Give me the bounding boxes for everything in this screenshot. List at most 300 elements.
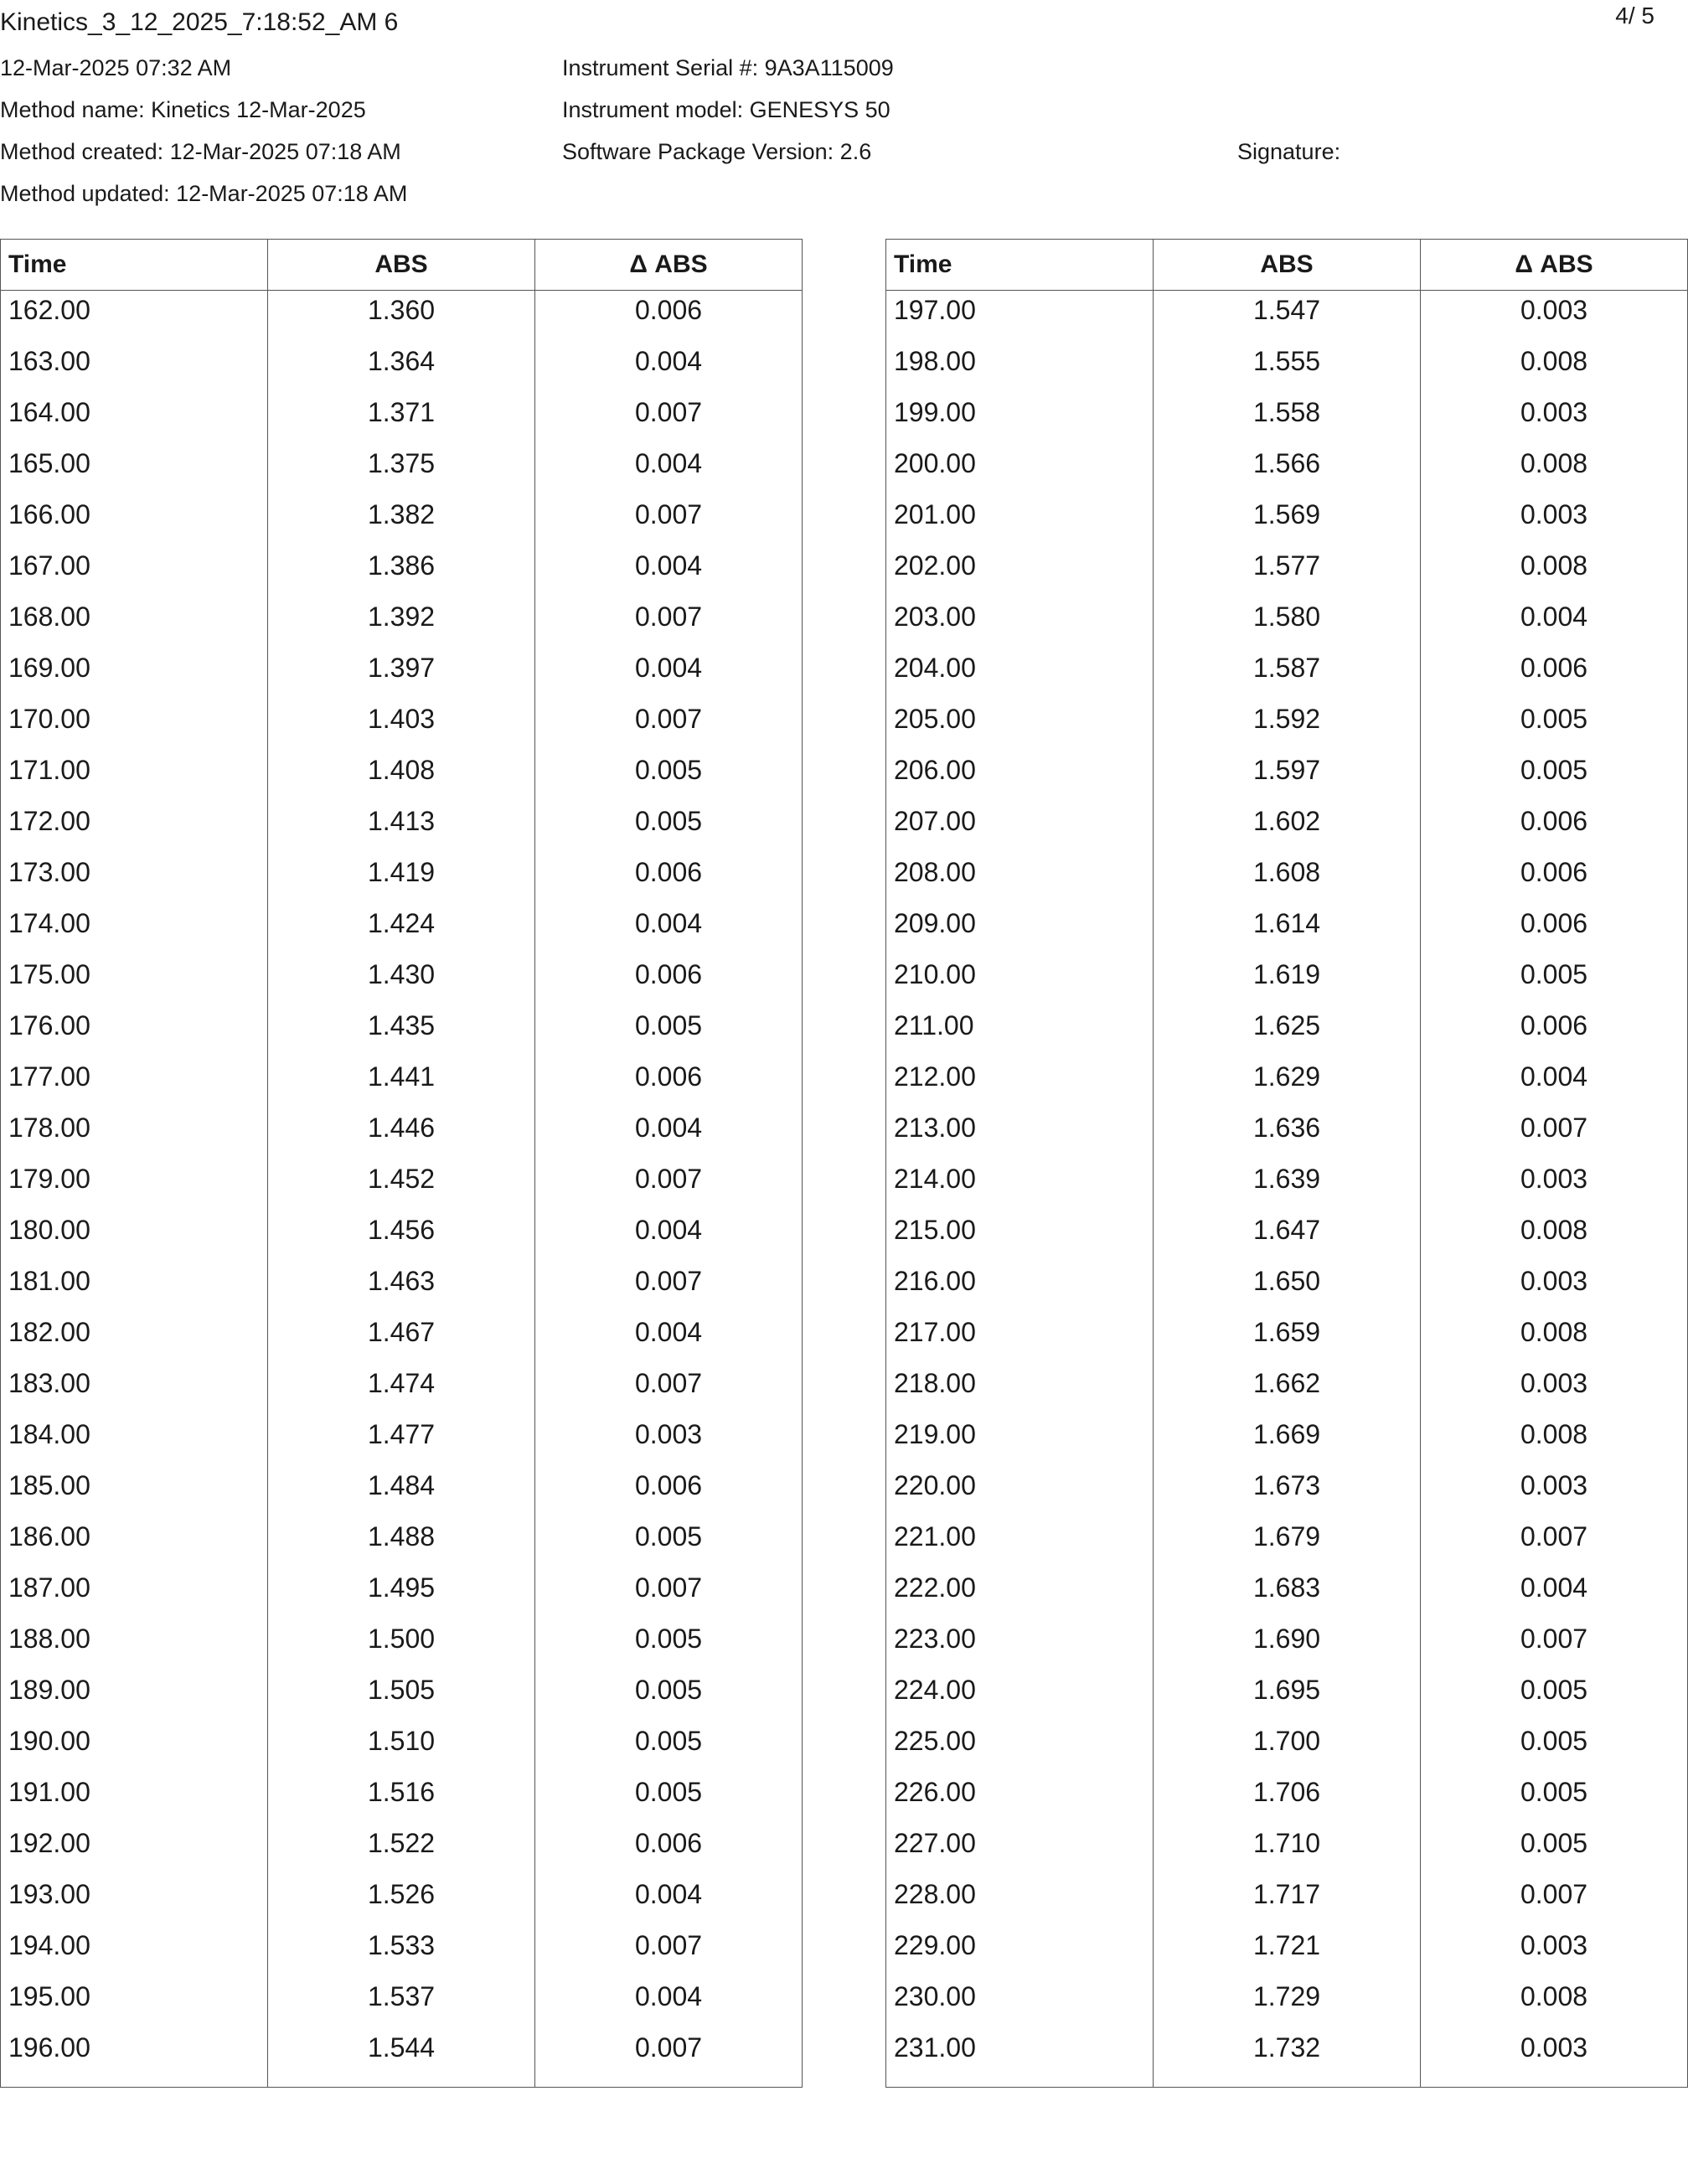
delta-abs-cell: 0.008 — [1421, 1977, 1688, 2028]
delta-abs-cell: 0.007 — [1421, 1875, 1688, 1926]
table-row — [886, 1466, 1688, 1517]
time-cell: 227.00 — [886, 1824, 1154, 1875]
abs-cell: 1.625 — [1154, 1006, 1421, 1057]
delta-abs-cell: 0.006 — [535, 291, 803, 343]
abs-cell: 1.592 — [1154, 700, 1421, 751]
time-cell: 203.00 — [886, 597, 1154, 648]
time-cell: 200.00 — [886, 444, 1154, 495]
delta-abs-cell: 0.006 — [535, 1466, 803, 1517]
table-row — [1, 1568, 803, 1619]
time-cell: 168.00 — [1, 597, 268, 648]
table-row — [1, 1977, 803, 2028]
table-row — [1, 1875, 803, 1926]
abs-cell: 1.386 — [268, 546, 535, 597]
abs-cell: 1.558 — [1154, 393, 1421, 444]
delta-abs-cell: 0.007 — [535, 1364, 803, 1415]
time-cell: 196.00 — [1, 2028, 268, 2088]
delta-abs-cell: 0.004 — [535, 904, 803, 955]
delta-abs-cell: 0.003 — [1421, 495, 1688, 546]
abs-cell: 1.566 — [1154, 444, 1421, 495]
abs-cell: 1.602 — [1154, 802, 1421, 853]
time-cell: 205.00 — [886, 700, 1154, 751]
abs-cell: 1.477 — [268, 1415, 535, 1466]
table-row — [886, 597, 1688, 648]
time-cell: 209.00 — [886, 904, 1154, 955]
abs-cell: 1.474 — [268, 1364, 535, 1415]
delta-abs-cell: 0.006 — [1421, 648, 1688, 700]
table-row — [1, 1773, 803, 1824]
table-row — [886, 1211, 1688, 1262]
column-header-abs: ABS — [1154, 240, 1421, 291]
time-cell: 215.00 — [886, 1211, 1154, 1262]
abs-cell: 1.710 — [1154, 1824, 1421, 1875]
abs-cell: 1.608 — [1154, 853, 1421, 904]
delta-abs-cell: 0.007 — [1421, 1517, 1688, 1568]
delta-abs-cell: 0.006 — [535, 1057, 803, 1108]
abs-cell: 1.424 — [268, 904, 535, 955]
abs-cell: 1.441 — [268, 1057, 535, 1108]
time-cell: 222.00 — [886, 1568, 1154, 1619]
time-cell: 211.00 — [886, 1006, 1154, 1057]
delta-abs-cell: 0.006 — [1421, 904, 1688, 955]
delta-abs-cell: 0.006 — [535, 1824, 803, 1875]
abs-cell: 1.614 — [1154, 904, 1421, 955]
delta-abs-cell: 0.006 — [1421, 1006, 1688, 1057]
delta-abs-cell: 0.004 — [535, 342, 803, 393]
delta-abs-cell: 0.003 — [1421, 1262, 1688, 1313]
column-header-delta-abs: Δ ABS — [1421, 240, 1688, 291]
abs-cell: 1.463 — [268, 1262, 535, 1313]
delta-abs-cell: 0.007 — [535, 495, 803, 546]
delta-abs-cell: 0.004 — [535, 444, 803, 495]
table-header-row — [1, 240, 803, 291]
time-cell: 183.00 — [1, 1364, 268, 1415]
time-cell: 175.00 — [1, 955, 268, 1006]
abs-cell: 1.547 — [1154, 291, 1421, 343]
abs-cell: 1.430 — [268, 955, 535, 1006]
time-cell: 187.00 — [1, 1568, 268, 1619]
abs-cell: 1.659 — [1154, 1313, 1421, 1364]
delta-abs-cell: 0.007 — [1421, 1619, 1688, 1670]
page-number: 4/ 5 — [1615, 3, 1654, 28]
delta-abs-cell: 0.005 — [535, 1006, 803, 1057]
abs-cell: 1.371 — [268, 393, 535, 444]
delta-abs-cell: 0.008 — [1421, 1211, 1688, 1262]
table-row — [1, 597, 803, 648]
delta-abs-cell: 0.003 — [535, 1415, 803, 1466]
delta-abs-cell: 0.008 — [1421, 342, 1688, 393]
time-cell: 180.00 — [1, 1211, 268, 1262]
table-row — [886, 1313, 1688, 1364]
column-header-delta-abs: Δ ABS — [535, 240, 803, 291]
delta-abs-cell: 0.003 — [1421, 1159, 1688, 1211]
abs-cell: 1.500 — [268, 1619, 535, 1670]
abs-cell: 1.419 — [268, 853, 535, 904]
abs-cell: 1.706 — [1154, 1773, 1421, 1824]
delta-abs-cell: 0.005 — [535, 1722, 803, 1773]
table-row — [1, 700, 803, 751]
table-row — [886, 1619, 1688, 1670]
table-row — [1, 444, 803, 495]
delta-abs-cell: 0.005 — [1421, 1722, 1688, 1773]
delta-abs-cell: 0.006 — [535, 955, 803, 1006]
time-cell: 174.00 — [1, 904, 268, 955]
time-cell: 185.00 — [1, 1466, 268, 1517]
abs-cell: 1.456 — [268, 1211, 535, 1262]
time-cell: 199.00 — [886, 393, 1154, 444]
delta-abs-cell: 0.008 — [1421, 444, 1688, 495]
abs-cell: 1.537 — [268, 1977, 535, 2028]
delta-abs-cell: 0.004 — [535, 1211, 803, 1262]
instrument-serial: Instrument Serial #: 9A3A115009 — [562, 55, 894, 80]
table-row — [886, 2028, 1688, 2088]
abs-cell: 1.505 — [268, 1670, 535, 1722]
time-cell: 217.00 — [886, 1313, 1154, 1364]
table-row — [886, 342, 1688, 393]
abs-cell: 1.484 — [268, 1466, 535, 1517]
table-row — [1, 1057, 803, 1108]
table-row — [1, 1466, 803, 1517]
table-row — [1, 1108, 803, 1159]
abs-cell: 1.679 — [1154, 1517, 1421, 1568]
table-row — [886, 853, 1688, 904]
software-version: Software Package Version: 2.6 — [562, 139, 872, 164]
abs-cell: 1.364 — [268, 342, 535, 393]
time-cell: 221.00 — [886, 1517, 1154, 1568]
delta-abs-cell: 0.005 — [535, 1773, 803, 1824]
time-cell: 220.00 — [886, 1466, 1154, 1517]
time-cell: 229.00 — [886, 1926, 1154, 1977]
delta-abs-cell: 0.008 — [1421, 546, 1688, 597]
delta-abs-cell: 0.007 — [535, 2028, 803, 2088]
time-cell: 208.00 — [886, 853, 1154, 904]
time-cell: 231.00 — [886, 2028, 1154, 2088]
table-row — [1, 393, 803, 444]
delta-abs-cell: 0.005 — [535, 1517, 803, 1568]
time-cell: 165.00 — [1, 444, 268, 495]
delta-abs-cell: 0.007 — [535, 1926, 803, 1977]
table-row — [886, 1108, 1688, 1159]
table-row — [1, 291, 803, 343]
delta-abs-cell: 0.006 — [1421, 853, 1688, 904]
time-cell: 163.00 — [1, 342, 268, 393]
time-cell: 188.00 — [1, 1619, 268, 1670]
delta-abs-cell: 0.007 — [535, 393, 803, 444]
abs-cell: 1.587 — [1154, 648, 1421, 700]
abs-cell: 1.555 — [1154, 342, 1421, 393]
table-row — [1, 853, 803, 904]
table-row — [886, 1517, 1688, 1568]
abs-cell: 1.495 — [268, 1568, 535, 1619]
time-cell: 193.00 — [1, 1875, 268, 1926]
table-row — [1, 904, 803, 955]
abs-cell: 1.636 — [1154, 1108, 1421, 1159]
abs-cell: 1.690 — [1154, 1619, 1421, 1670]
delta-abs-cell: 0.005 — [1421, 751, 1688, 802]
table-row — [886, 1415, 1688, 1466]
abs-cell: 1.375 — [268, 444, 535, 495]
time-cell: 181.00 — [1, 1262, 268, 1313]
delta-abs-cell: 0.005 — [1421, 700, 1688, 751]
abs-cell: 1.452 — [268, 1159, 535, 1211]
table-header-row — [886, 240, 1688, 291]
abs-cell: 1.446 — [268, 1108, 535, 1159]
time-cell: 176.00 — [1, 1006, 268, 1057]
abs-cell: 1.673 — [1154, 1466, 1421, 1517]
time-cell: 219.00 — [886, 1415, 1154, 1466]
abs-cell: 1.695 — [1154, 1670, 1421, 1722]
table-row — [1, 1926, 803, 1977]
delta-abs-cell: 0.005 — [535, 1619, 803, 1670]
time-cell: 202.00 — [886, 546, 1154, 597]
delta-abs-cell: 0.006 — [535, 853, 803, 904]
abs-cell: 1.522 — [268, 1824, 535, 1875]
abs-cell: 1.408 — [268, 751, 535, 802]
time-cell: 226.00 — [886, 1773, 1154, 1824]
delta-abs-cell: 0.003 — [1421, 1926, 1688, 1977]
method-name: Method name: Kinetics 12-Mar-2025 — [0, 97, 366, 122]
table-row — [1, 2028, 803, 2088]
table-row — [1, 1517, 803, 1568]
abs-cell: 1.732 — [1154, 2028, 1421, 2088]
abs-cell: 1.721 — [1154, 1926, 1421, 1977]
table-row — [886, 1057, 1688, 1108]
time-cell: 216.00 — [886, 1262, 1154, 1313]
table-row — [1, 342, 803, 393]
delta-abs-cell: 0.005 — [1421, 1670, 1688, 1722]
table-row — [886, 1773, 1688, 1824]
time-cell: 184.00 — [1, 1415, 268, 1466]
delta-abs-cell: 0.008 — [1421, 1415, 1688, 1466]
table-row — [1, 495, 803, 546]
abs-cell: 1.569 — [1154, 495, 1421, 546]
time-cell: 177.00 — [1, 1057, 268, 1108]
column-header-time: Time — [1, 240, 268, 291]
abs-cell: 1.717 — [1154, 1875, 1421, 1926]
abs-cell: 1.435 — [268, 1006, 535, 1057]
time-cell: 173.00 — [1, 853, 268, 904]
abs-cell: 1.382 — [268, 495, 535, 546]
delta-abs-cell: 0.005 — [535, 1670, 803, 1722]
time-cell: 197.00 — [886, 291, 1154, 343]
table-row — [1, 1824, 803, 1875]
table-row — [886, 802, 1688, 853]
abs-cell: 1.516 — [268, 1773, 535, 1824]
table-row — [1, 802, 803, 853]
table-row — [886, 1875, 1688, 1926]
delta-abs-cell: 0.005 — [535, 751, 803, 802]
time-cell: 213.00 — [886, 1108, 1154, 1159]
table-row — [886, 904, 1688, 955]
delta-abs-cell: 0.004 — [535, 1108, 803, 1159]
abs-cell: 1.662 — [1154, 1364, 1421, 1415]
time-cell: 204.00 — [886, 648, 1154, 700]
time-cell: 190.00 — [1, 1722, 268, 1773]
column-header-time: Time — [886, 240, 1154, 291]
table-row — [886, 700, 1688, 751]
table-row — [1, 1364, 803, 1415]
time-cell: 186.00 — [1, 1517, 268, 1568]
table-row — [1, 1670, 803, 1722]
abs-cell: 1.669 — [1154, 1415, 1421, 1466]
delta-abs-cell: 0.004 — [1421, 1057, 1688, 1108]
table-row — [886, 546, 1688, 597]
table-row — [886, 955, 1688, 1006]
table-row — [886, 1568, 1688, 1619]
data-table-left — [0, 239, 803, 2088]
time-cell: 164.00 — [1, 393, 268, 444]
time-cell: 170.00 — [1, 700, 268, 751]
time-cell: 218.00 — [886, 1364, 1154, 1415]
time-cell: 195.00 — [1, 1977, 268, 2028]
abs-cell: 1.700 — [1154, 1722, 1421, 1773]
table-row — [1, 1006, 803, 1057]
time-cell: 191.00 — [1, 1773, 268, 1824]
column-header-abs: ABS — [268, 240, 535, 291]
time-cell: 230.00 — [886, 1977, 1154, 2028]
table-row — [886, 1006, 1688, 1057]
delta-abs-cell: 0.007 — [535, 597, 803, 648]
table-row — [886, 1159, 1688, 1211]
delta-abs-cell: 0.003 — [1421, 1466, 1688, 1517]
table-row — [1, 1415, 803, 1466]
delta-abs-cell: 0.004 — [1421, 597, 1688, 648]
method-created: Method created: 12-Mar-2025 07:18 AM — [0, 139, 401, 164]
delta-abs-cell: 0.003 — [1421, 2028, 1688, 2088]
abs-cell: 1.467 — [268, 1313, 535, 1364]
table-row — [886, 495, 1688, 546]
delta-abs-cell: 0.004 — [1421, 1568, 1688, 1619]
abs-cell: 1.683 — [1154, 1568, 1421, 1619]
abs-cell: 1.533 — [268, 1926, 535, 1977]
table-row — [886, 1977, 1688, 2028]
time-cell: 207.00 — [886, 802, 1154, 853]
time-cell: 179.00 — [1, 1159, 268, 1211]
delta-abs-cell: 0.005 — [1421, 1824, 1688, 1875]
table-row — [1, 546, 803, 597]
abs-cell: 1.619 — [1154, 955, 1421, 1006]
data-table-right — [885, 239, 1688, 2088]
abs-cell: 1.403 — [268, 700, 535, 751]
abs-cell: 1.544 — [268, 2028, 535, 2088]
time-cell: 210.00 — [886, 955, 1154, 1006]
time-cell: 198.00 — [886, 342, 1154, 393]
table-row — [1, 1313, 803, 1364]
abs-cell: 1.647 — [1154, 1211, 1421, 1262]
signature-label: Signature: — [1237, 139, 1341, 164]
time-cell: 182.00 — [1, 1313, 268, 1364]
delta-abs-cell: 0.007 — [535, 1159, 803, 1211]
table-row — [886, 1670, 1688, 1722]
abs-cell: 1.488 — [268, 1517, 535, 1568]
delta-abs-cell: 0.004 — [535, 1977, 803, 2028]
delta-abs-cell: 0.008 — [1421, 1313, 1688, 1364]
time-cell: 228.00 — [886, 1875, 1154, 1926]
method-info — [0, 47, 407, 214]
document-title: Kinetics_3_12_2025_7:18:52_AM 6 — [0, 8, 399, 36]
table-row — [886, 1824, 1688, 1875]
abs-cell: 1.729 — [1154, 1977, 1421, 2028]
table-row — [886, 751, 1688, 802]
delta-abs-cell: 0.005 — [535, 802, 803, 853]
abs-cell: 1.510 — [268, 1722, 535, 1773]
abs-cell: 1.397 — [268, 648, 535, 700]
table-row — [1, 1159, 803, 1211]
time-cell: 189.00 — [1, 1670, 268, 1722]
time-cell: 223.00 — [886, 1619, 1154, 1670]
time-cell: 171.00 — [1, 751, 268, 802]
delta-abs-cell: 0.003 — [1421, 393, 1688, 444]
table-row — [886, 1262, 1688, 1313]
time-cell: 224.00 — [886, 1670, 1154, 1722]
report-date: 12-Mar-2025 07:32 AM — [0, 55, 232, 80]
time-cell: 169.00 — [1, 648, 268, 700]
time-cell: 172.00 — [1, 802, 268, 853]
instrument-model: Instrument model: GENESYS 50 — [562, 97, 890, 122]
delta-abs-cell: 0.004 — [535, 648, 803, 700]
abs-cell: 1.413 — [268, 802, 535, 853]
table-row — [1, 1211, 803, 1262]
time-cell: 225.00 — [886, 1722, 1154, 1773]
delta-abs-cell: 0.007 — [535, 1262, 803, 1313]
abs-cell: 1.392 — [268, 597, 535, 648]
table-row — [886, 393, 1688, 444]
abs-cell: 1.577 — [1154, 546, 1421, 597]
delta-abs-cell: 0.003 — [1421, 291, 1688, 343]
abs-cell: 1.360 — [268, 291, 535, 343]
abs-cell: 1.526 — [268, 1875, 535, 1926]
abs-cell: 1.639 — [1154, 1159, 1421, 1211]
delta-abs-cell: 0.006 — [1421, 802, 1688, 853]
time-cell: 201.00 — [886, 495, 1154, 546]
table-row — [886, 1926, 1688, 1977]
delta-abs-cell: 0.004 — [535, 1875, 803, 1926]
delta-abs-cell: 0.007 — [1421, 1108, 1688, 1159]
table-row — [886, 444, 1688, 495]
table-row — [886, 1364, 1688, 1415]
time-cell: 194.00 — [1, 1926, 268, 1977]
time-cell: 212.00 — [886, 1057, 1154, 1108]
table-row — [1, 1722, 803, 1773]
table-row — [1, 648, 803, 700]
delta-abs-cell: 0.007 — [535, 1568, 803, 1619]
abs-cell: 1.580 — [1154, 597, 1421, 648]
delta-abs-cell: 0.004 — [535, 1313, 803, 1364]
time-cell: 206.00 — [886, 751, 1154, 802]
method-updated: Method updated: 12-Mar-2025 07:18 AM — [0, 181, 408, 206]
abs-cell: 1.597 — [1154, 751, 1421, 802]
instrument-info — [562, 47, 894, 173]
time-cell: 167.00 — [1, 546, 268, 597]
table-row — [886, 648, 1688, 700]
time-cell: 214.00 — [886, 1159, 1154, 1211]
delta-abs-cell: 0.005 — [1421, 1773, 1688, 1824]
table-row — [1, 955, 803, 1006]
table-row — [886, 291, 1688, 343]
abs-cell: 1.629 — [1154, 1057, 1421, 1108]
table-row — [886, 1722, 1688, 1773]
time-cell: 162.00 — [1, 291, 268, 343]
delta-abs-cell: 0.007 — [535, 700, 803, 751]
delta-abs-cell: 0.005 — [1421, 955, 1688, 1006]
table-row — [1, 1262, 803, 1313]
time-cell: 192.00 — [1, 1824, 268, 1875]
delta-abs-cell: 0.003 — [1421, 1364, 1688, 1415]
time-cell: 166.00 — [1, 495, 268, 546]
table-row — [1, 751, 803, 802]
table-row — [1, 1619, 803, 1670]
delta-abs-cell: 0.004 — [535, 546, 803, 597]
